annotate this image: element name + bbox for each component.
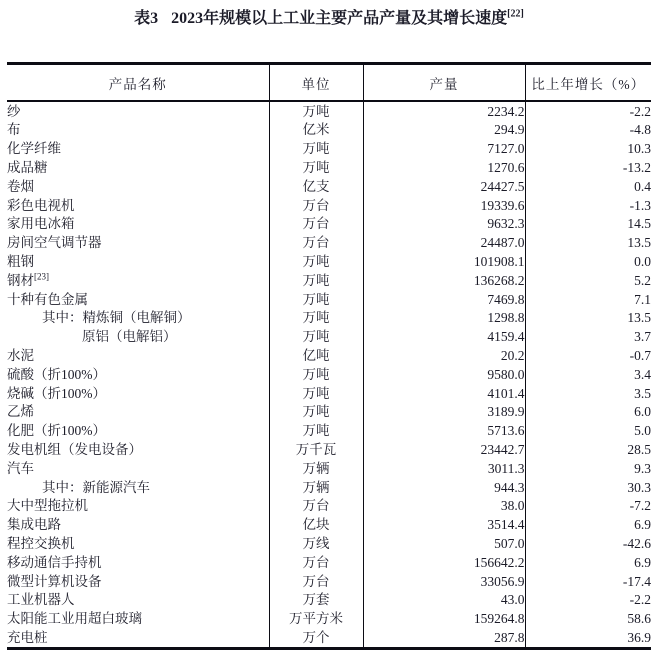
table-row: [7, 591, 651, 610]
growth-cell: 3.4: [525, 365, 651, 384]
table-row: [7, 177, 651, 196]
product-name-cell: [7, 290, 269, 309]
growth-cell: 3.5: [525, 384, 651, 403]
product-name-cell: [7, 177, 269, 196]
product-name-cell: [7, 440, 269, 459]
output-cell: 507.0: [363, 534, 525, 553]
product-name-cell: [7, 572, 269, 591]
output-cell: 136268.2: [363, 271, 525, 290]
growth-cell: 30.3: [525, 478, 651, 497]
product-name: 太阳能工业用超白玻璃: [7, 611, 142, 627]
product-name: 大中型拖拉机: [7, 498, 88, 514]
product-name-cell: [7, 328, 269, 347]
product-name: 移动通信手持机: [7, 554, 102, 570]
output-cell: 101908.1: [363, 252, 525, 271]
unit-cell: 万平方米: [269, 610, 363, 629]
unit-cell: 万吨: [269, 101, 363, 121]
unit-cell: 万吨: [269, 403, 363, 422]
growth-cell: 28.5: [525, 440, 651, 459]
table-row: [7, 553, 651, 572]
unit-cell: 亿米: [269, 121, 363, 140]
product-name: 汽车: [7, 460, 34, 476]
unit-cell: 万吨: [269, 422, 363, 441]
table-row: [7, 196, 651, 215]
table-row: [7, 290, 651, 309]
growth-cell: -2.2: [525, 101, 651, 121]
product-name: 程控交换机: [7, 535, 75, 551]
product-name-cell: [7, 553, 269, 572]
product-name: 化肥（折100%）: [7, 423, 106, 439]
growth-cell: 6.9: [525, 516, 651, 535]
growth-cell: 36.9: [525, 628, 651, 648]
product-name-cell: [7, 271, 269, 290]
product-name: 硫酸（折100%）: [7, 366, 106, 382]
product-name-cell: [7, 252, 269, 271]
output-cell: 156642.2: [363, 553, 525, 572]
table-title: [0, 5, 658, 28]
output-cell: 944.3: [363, 478, 525, 497]
product-footnote-ref: [23]: [34, 271, 49, 282]
product-name: 十种有色金属: [7, 291, 88, 307]
table-row: [7, 497, 651, 516]
unit-cell: 万台: [269, 497, 363, 516]
unit-cell: 万台: [269, 234, 363, 253]
product-name: 彩色电视机: [7, 197, 75, 213]
product-name: 钢材: [7, 272, 34, 288]
product-name-cell: [7, 497, 269, 516]
table-title-text: 2023年规模以上工业主要产品产量及其增长速度: [171, 10, 508, 27]
product-name-cell: [7, 628, 269, 648]
output-cell: 3514.4: [363, 516, 525, 535]
growth-cell: -4.8: [525, 121, 651, 140]
table-row: [7, 234, 651, 253]
table-row: [7, 252, 651, 271]
product-name-cell: [7, 422, 269, 441]
unit-cell: 亿块: [269, 516, 363, 535]
unit-cell: 万台: [269, 196, 363, 215]
output-cell: 38.0: [363, 497, 525, 516]
product-name-cell: [7, 309, 269, 328]
unit-cell: 万台: [269, 572, 363, 591]
table-row: [7, 422, 651, 441]
unit-cell: 万台: [269, 215, 363, 234]
growth-cell: 13.5: [525, 234, 651, 253]
output-cell: 43.0: [363, 591, 525, 610]
table-row: [7, 628, 651, 648]
table-row: [7, 158, 651, 177]
product-name-cell: [7, 610, 269, 629]
product-name: 布: [7, 122, 21, 138]
unit-cell: 万吨: [269, 271, 363, 290]
growth-cell: 5.0: [525, 422, 651, 441]
unit-cell: 万吨: [269, 290, 363, 309]
table-row: [7, 572, 651, 591]
product-name: 化学纤维: [7, 141, 61, 157]
product-name-cell: [7, 384, 269, 403]
output-cell: 287.8: [363, 628, 525, 648]
table-body: [7, 101, 651, 649]
unit-cell: 亿支: [269, 177, 363, 196]
product-name-cell: [7, 234, 269, 253]
growth-cell: 7.1: [525, 290, 651, 309]
output-cell: 1298.8: [363, 309, 525, 328]
output-cell: 7469.8: [363, 290, 525, 309]
unit-cell: 万吨: [269, 309, 363, 328]
product-name: 充电桩: [7, 629, 48, 645]
unit-cell: 万线: [269, 534, 363, 553]
growth-cell: 6.9: [525, 553, 651, 572]
product-name: 发电机组（发电设备）: [7, 441, 142, 457]
product-name: 烧碱（折100%）: [7, 385, 106, 401]
product-name: 纱: [7, 103, 21, 119]
unit-cell: 万套: [269, 591, 363, 610]
product-name-cell: [7, 121, 269, 140]
unit-cell: 万个: [269, 628, 363, 648]
table-row: [7, 384, 651, 403]
growth-cell: -17.4: [525, 572, 651, 591]
growth-cell: 0.0: [525, 252, 651, 271]
table-row: [7, 478, 651, 497]
table-row: [7, 365, 651, 384]
output-cell: 23442.7: [363, 440, 525, 459]
output-cell: 3189.9: [363, 403, 525, 422]
growth-cell: 3.7: [525, 328, 651, 347]
unit-cell: 万辆: [269, 459, 363, 478]
product-name: 其中：新能源汽车: [42, 479, 150, 495]
unit-cell: 亿吨: [269, 346, 363, 365]
table-row: [7, 309, 651, 328]
unit-cell: 万吨: [269, 384, 363, 403]
header-cell-product-name: 产品名称: [7, 64, 269, 102]
growth-cell: 58.6: [525, 610, 651, 629]
table-title-footnote-ref: [22]: [507, 8, 524, 20]
growth-cell: 5.2: [525, 271, 651, 290]
product-name-cell: [7, 459, 269, 478]
output-cell: 19339.6: [363, 196, 525, 215]
output-cell: 4159.4: [363, 328, 525, 347]
product-name-cell: [7, 196, 269, 215]
product-name: 家用电冰箱: [7, 216, 75, 232]
unit-cell: 万吨: [269, 140, 363, 159]
growth-cell: -7.2: [525, 497, 651, 516]
output-cell: 9632.3: [363, 215, 525, 234]
output-cell: 33056.9: [363, 572, 525, 591]
table-number: 表3: [134, 10, 159, 27]
output-cell: 7127.0: [363, 140, 525, 159]
growth-cell: -13.2: [525, 158, 651, 177]
product-name: 水泥: [7, 348, 34, 363]
table-row: [7, 328, 651, 347]
table-row: [7, 101, 651, 121]
product-name: 微型计算机设备: [7, 573, 102, 589]
header-row: [7, 64, 651, 102]
output-cell: 4101.4: [363, 384, 525, 403]
product-name: 卷烟: [7, 178, 34, 194]
product-name-cell: [7, 346, 269, 365]
unit-cell: 万吨: [269, 328, 363, 347]
output-cell: 159264.8: [363, 610, 525, 629]
output-cell: 2234.2: [363, 101, 525, 121]
product-name-cell: [7, 591, 269, 610]
table-row: [7, 403, 651, 422]
table-row: [7, 610, 651, 629]
growth-cell: 13.5: [525, 309, 651, 328]
output-cell: 3011.3: [363, 459, 525, 478]
output-cell: 9580.0: [363, 365, 525, 384]
product-name: 工业机器人: [7, 592, 75, 608]
growth-cell: 0.4: [525, 177, 651, 196]
growth-cell: 14.5: [525, 215, 651, 234]
output-cell: 24487.0: [363, 234, 525, 253]
product-name-cell: [7, 478, 269, 497]
table-row: [7, 140, 651, 159]
product-name: 其中：精炼铜（电解铜）: [42, 310, 191, 326]
product-name-cell: [7, 403, 269, 422]
header-cell-output: 产量: [363, 64, 525, 102]
product-name: 集成电路: [7, 517, 61, 533]
product-name: 成品糖: [7, 160, 48, 176]
table-row: [7, 440, 651, 459]
product-name: 粗钢: [7, 254, 34, 270]
growth-cell: 9.3: [525, 459, 651, 478]
product-name-cell: [7, 140, 269, 159]
growth-cell: 6.0: [525, 403, 651, 422]
table-row: [7, 121, 651, 140]
unit-cell: 万吨: [269, 365, 363, 384]
products-table: [7, 62, 651, 650]
output-cell: 294.9: [363, 121, 525, 140]
table-row: [7, 215, 651, 234]
unit-cell: 万台: [269, 553, 363, 572]
product-name-cell: [7, 158, 269, 177]
product-name-cell: [7, 516, 269, 535]
output-cell: 24427.5: [363, 177, 525, 196]
unit-cell: 万吨: [269, 158, 363, 177]
product-name-cell: [7, 101, 269, 121]
output-cell: 5713.6: [363, 422, 525, 441]
product-name: 房间空气调节器: [7, 235, 102, 251]
growth-cell: -0.7: [525, 346, 651, 365]
output-cell: 20.2: [363, 346, 525, 365]
table-row: [7, 534, 651, 553]
table-row: [7, 271, 651, 290]
product-name: 原铝（电解铝）: [82, 329, 177, 345]
growth-cell: -2.2: [525, 591, 651, 610]
product-name-cell: [7, 365, 269, 384]
header-cell-unit: 单位: [269, 64, 363, 102]
output-cell: 1270.6: [363, 158, 525, 177]
table-row: [7, 346, 651, 365]
product-name-cell: [7, 215, 269, 234]
unit-cell: 万辆: [269, 478, 363, 497]
table-row: [7, 516, 651, 535]
header-cell-growth: 比上年增长（%）: [525, 64, 651, 102]
table-row: [7, 459, 651, 478]
growth-cell: -1.3: [525, 196, 651, 215]
product-name: 乙烯: [7, 404, 34, 420]
unit-cell: 万千瓦: [269, 440, 363, 459]
growth-cell: 10.3: [525, 140, 651, 159]
product-name-cell: [7, 534, 269, 553]
unit-cell: 万吨: [269, 252, 363, 271]
growth-cell: -42.6: [525, 534, 651, 553]
